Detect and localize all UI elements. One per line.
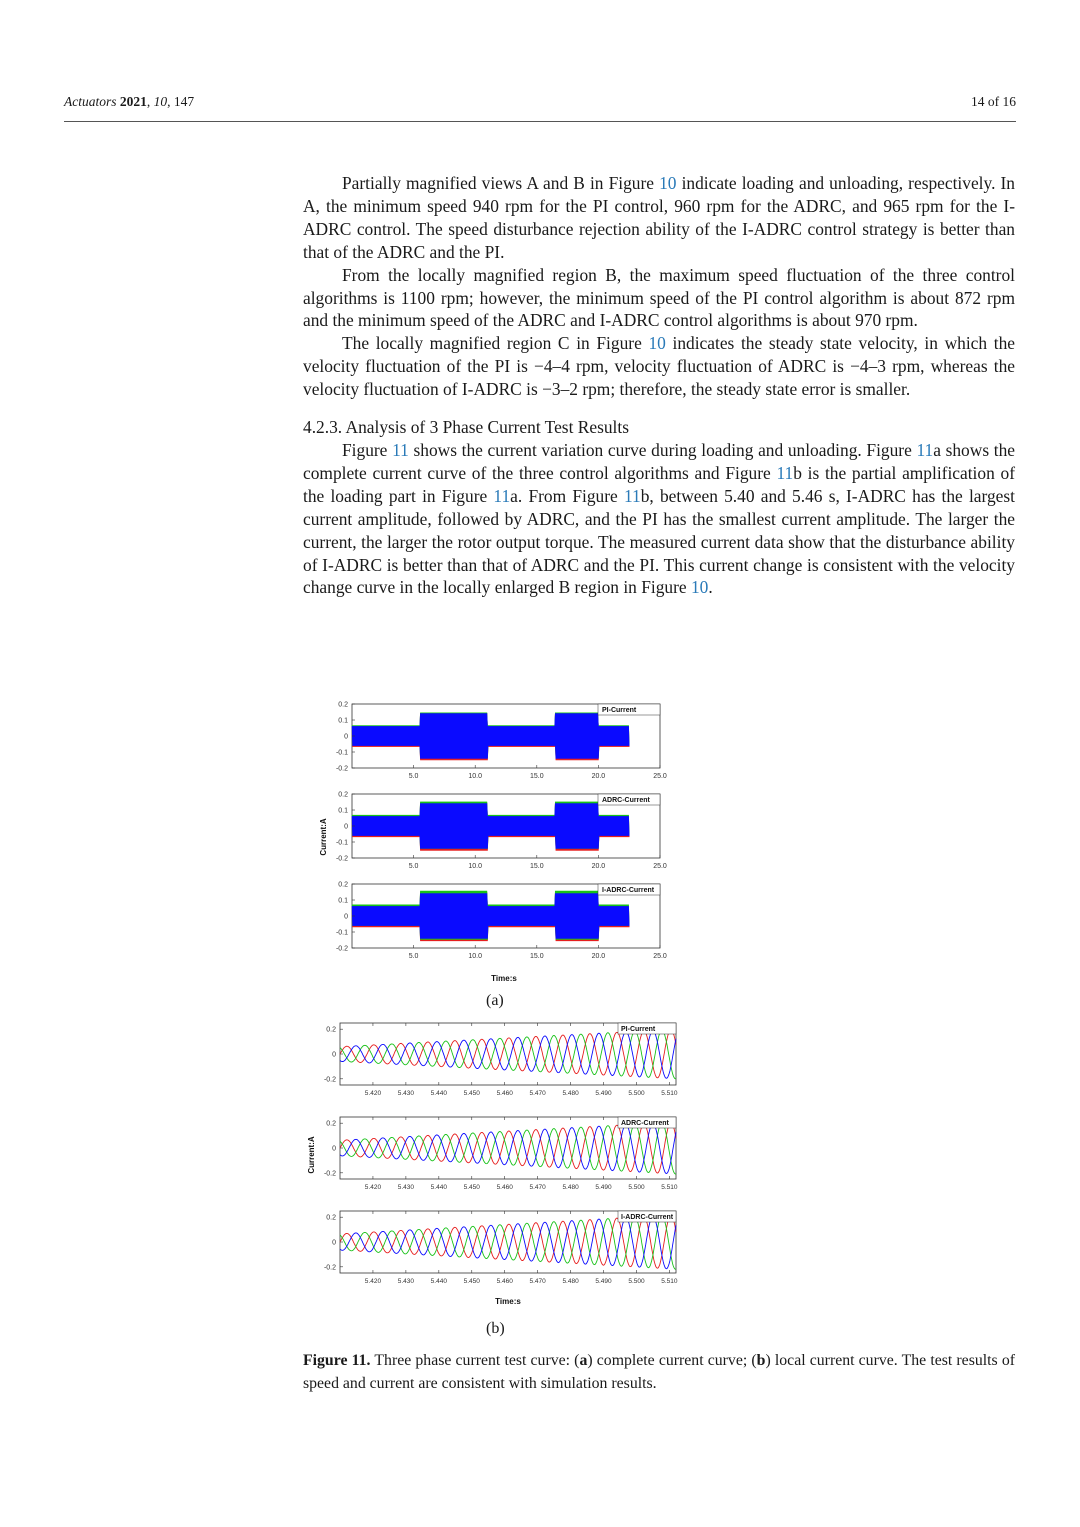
figure-link[interactable]: 11 — [493, 485, 511, 506]
x-tick-label: 5.480 — [562, 1090, 579, 1097]
figure-11b — [302, 1015, 692, 1315]
x-tick-label: 5.450 — [463, 1278, 480, 1285]
x-tick-label: 5.460 — [496, 1184, 513, 1191]
text-run: b, between 5.40 and 5.46 s, I-ADRC has the largest current amplitude, followed by ADRC, and the PI has the smallest current amplitude. The larger the current, the larger the rotor output torque. The measured current data show that the disturbance ability of I-ADRC is better than that of ADRC and the PI. This current change is consistent with the velocity change curve in the locally enlarged B region in Figure — [303, 485, 1015, 598]
subplot-a-2 — [336, 792, 667, 871]
caption-label: Figure 11. — [303, 1352, 371, 1369]
y-axis-label: Current:A — [307, 1136, 316, 1174]
subplot-b-3 — [324, 1211, 678, 1285]
subplot-a-1 — [336, 702, 667, 781]
figure-link[interactable]: 11 — [776, 462, 794, 483]
x-tick-label: 5.430 — [397, 1278, 415, 1285]
text-run: b is the partial amplification of the loading part in Figure — [303, 462, 1015, 506]
y-tick-label: 0.1 — [338, 807, 348, 815]
y-tick-label: 0.1 — [338, 717, 348, 725]
y-tick-label: 0 — [332, 1145, 336, 1153]
x-tick-label: 5.500 — [628, 1184, 645, 1191]
text-run: indicates the steady state velocity, in which the velocity fluctuation of the PI is −4–4 rpm, velocity fluctuation of ADRC is −4–3 rpm, whereas the velocity fluctuation of I-ADRC is −3–2 rpm; therefore, the steady state error is smaller. — [303, 333, 1015, 400]
y-tick-label: 0.2 — [326, 1026, 336, 1034]
x-tick-label: 5.430 — [397, 1184, 415, 1191]
x-tick-label: 10.0 — [468, 773, 483, 780]
x-tick-label: 5.430 — [397, 1090, 415, 1097]
body-text — [303, 172, 1015, 599]
y-tick-label: 0.1 — [338, 897, 348, 905]
y-tick-label: -0.2 — [323, 1170, 336, 1178]
x-tick-label: 5.450 — [463, 1184, 480, 1191]
text-run: a shows the complete current curve of the three control algorithms and Figure — [303, 439, 1015, 483]
text-run: indicate loading and unloading, respectively. In A, the minimum speed 940 rpm for the PI control, 960 rpm for the ADRC, and 965 rpm for the I-ADRC control. The speed disturbance rejection ability of the I-ADRC control strategy is better than that of the ADRC and the PI. — [303, 173, 1015, 262]
subplot-b-1 — [324, 1023, 678, 1097]
x-tick-label: 10.0 — [468, 863, 483, 870]
running-header — [64, 94, 1016, 114]
x-tick-label: 5.460 — [496, 1278, 513, 1285]
x-tick-label: 5.480 — [562, 1184, 579, 1191]
journal-name: Actuators — [64, 94, 117, 109]
journal-year: 2021 — [119, 94, 147, 109]
y-tick-label: -0.2 — [323, 1076, 336, 1084]
page-number: 14 of 16 — [971, 94, 1016, 109]
legend-label: PI-Current — [602, 707, 637, 714]
x-tick-label: 5.420 — [364, 1090, 382, 1097]
figure-link[interactable]: 10 — [659, 173, 677, 193]
x-tick-label: 5.0 — [408, 863, 419, 870]
x-tick-label: 5.470 — [529, 1184, 546, 1191]
x-axis-label: Time:s — [491, 974, 517, 983]
x-axis-label: Time:s — [495, 1297, 521, 1306]
text-run: Figure — [342, 439, 393, 460]
caption-part-a: a — [579, 1352, 588, 1369]
x-tick-label: 5.440 — [430, 1090, 447, 1097]
x-tick-label: 5.460 — [496, 1090, 513, 1097]
x-tick-label: 15.0 — [529, 773, 544, 780]
text-run: Partially magnified views A and B in Figure — [342, 173, 660, 193]
x-tick-label: 15.0 — [529, 953, 544, 960]
x-tick-label: 5.490 — [595, 1278, 612, 1285]
legend-label: ADRC-Current — [621, 1120, 669, 1127]
caption-text: ) local current curve. The test results of speed and current are consistent with simulation results. — [303, 1352, 1015, 1392]
x-tick-label: 5.510 — [661, 1278, 678, 1285]
journal-volume: 10 — [153, 94, 168, 109]
legend-label: ADRC-Current — [602, 797, 650, 804]
y-tick-label: -0.2 — [335, 855, 348, 863]
figure-11a-chart — [312, 697, 672, 987]
y-tick-label: 0.2 — [338, 701, 348, 709]
x-tick-label: 5.510 — [661, 1184, 678, 1191]
journal-citation: Actuators 2021, 10, 147 — [64, 94, 195, 109]
caption-text: Three phase current test curve: ( — [370, 1352, 580, 1369]
paragraph-2: From the locally magnified region B, the maximum speed fluctuation of the three control algorithms is 1100 rpm; however, the minimum speed of the PI control algorithm is about 872 rpm and the minimum speed of the ADRC and I-ADRC control algorithms is about 970 rpm. — [303, 264, 1015, 331]
x-tick-label: 25.0 — [653, 953, 667, 960]
subfigure-label-a: (a) — [486, 992, 504, 1009]
legend-label: I-ADRC-Current — [602, 887, 655, 894]
x-tick-label: 5.470 — [529, 1090, 546, 1097]
y-tick-label: 0 — [332, 1051, 336, 1059]
text-run: . — [708, 577, 713, 598]
y-tick-label: 0.2 — [326, 1214, 336, 1222]
y-tick-label: 0.2 — [338, 791, 348, 799]
header-rule — [64, 121, 1016, 122]
y-tick-label: 0 — [344, 823, 348, 831]
caption-text: ) complete current curve; ( — [587, 1352, 757, 1369]
x-tick-label: 5.450 — [463, 1090, 480, 1097]
figure-link[interactable]: 10 — [648, 333, 666, 354]
x-tick-label: 5.420 — [364, 1278, 382, 1285]
caption-part-b: b — [756, 1352, 766, 1369]
x-tick-label: 5.0 — [408, 953, 419, 960]
x-tick-label: 25.0 — [653, 863, 667, 870]
text-run: The locally magnified region C in Figure — [342, 333, 649, 354]
x-tick-label: 5.490 — [595, 1184, 612, 1191]
paragraph-1 — [303, 172, 1015, 264]
subplot-b-2 — [324, 1117, 678, 1191]
x-tick-label: 5.470 — [529, 1278, 546, 1285]
y-tick-label: -0.1 — [335, 839, 348, 847]
x-tick-label: 5.440 — [430, 1278, 447, 1285]
y-tick-label: -0.2 — [335, 765, 348, 773]
figure-link[interactable]: 11 — [392, 439, 409, 460]
x-tick-label: 5.510 — [661, 1090, 678, 1097]
x-tick-label: 20.0 — [591, 953, 606, 960]
legend-label: I-ADRC-Current — [621, 1214, 674, 1221]
y-tick-label: -0.2 — [323, 1264, 336, 1272]
paragraph-3 — [303, 332, 1015, 401]
figure-link[interactable]: 11 — [916, 439, 934, 460]
section-heading: 4.2.3. Analysis of 3 Phase Current Test Results — [303, 417, 629, 438]
x-tick-label: 5.490 — [595, 1090, 612, 1097]
x-tick-label: 5.420 — [364, 1184, 382, 1191]
figure-11a — [312, 697, 672, 992]
y-tick-label: -0.1 — [335, 749, 348, 757]
text-run: a. From Figure — [510, 485, 624, 506]
x-tick-label: 15.0 — [529, 863, 544, 870]
article-number: 147 — [173, 94, 195, 109]
text-run: shows the current variation curve during loading and unloading. Figure — [408, 439, 917, 460]
x-tick-label: 5.440 — [430, 1184, 447, 1191]
y-tick-label: -0.2 — [335, 945, 348, 953]
figure-11b-chart — [302, 1015, 692, 1310]
x-tick-label: 5.500 — [628, 1278, 645, 1285]
legend-label: PI-Current — [621, 1026, 656, 1033]
paragraph-4 — [303, 439, 1015, 599]
figure-caption — [303, 1350, 1015, 1395]
y-tick-label: -0.1 — [335, 929, 348, 937]
figure-link[interactable]: 11 — [623, 485, 641, 506]
x-tick-label: 20.0 — [591, 863, 606, 870]
x-tick-label: 25.0 — [653, 773, 667, 780]
x-tick-label: 20.0 — [591, 773, 606, 780]
y-tick-label: 0 — [344, 733, 348, 741]
x-tick-label: 5.0 — [408, 773, 419, 780]
y-tick-label: 0 — [344, 913, 348, 921]
x-tick-label: 10.0 — [468, 953, 483, 960]
subplot-a-3 — [336, 882, 667, 961]
y-tick-label: 0.2 — [338, 881, 348, 889]
x-tick-label: 5.480 — [562, 1278, 579, 1285]
y-tick-label: 0.2 — [326, 1120, 336, 1128]
x-tick-label: 5.500 — [628, 1090, 645, 1097]
subfigure-label-b: (b) — [486, 1320, 505, 1337]
y-axis-label: Current:A — [319, 818, 328, 856]
y-tick-label: 0 — [332, 1239, 336, 1247]
figure-link[interactable]: 10 — [690, 577, 709, 598]
